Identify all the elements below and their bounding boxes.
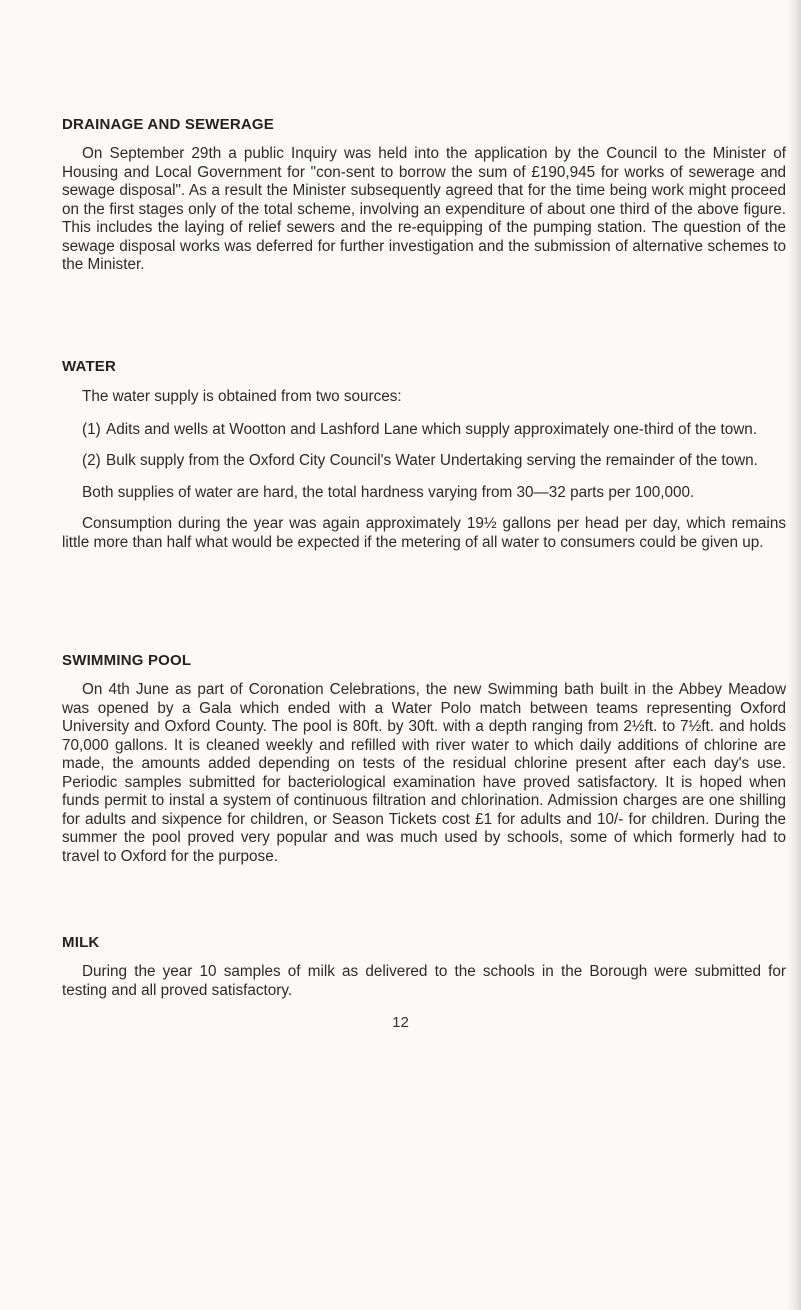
heading-swimming-pool: SWIMMING POOL — [62, 652, 192, 669]
paragraph-swimming-pool: On 4th June as part of Coronation Celebrations, the new Swimming bath built in the Abbey Meadow was opened by a Gala which ended with a Water Polo match between teams representing Oxford University and Oxford County. The pool is 80ft. by 30ft. with a depth ranging from 2½ft. to 7½ft. and holds 70,000 gallons. It is cleaned weekly and refilled with river water to which daily additions of chlorine are made, the amounts added depending on tests of the residual chlorine present after each day's use. Periodic samples submitted for bacteriological examination have proved satisfactory. It is hoped when funds permit to instal a system of continuous filtration and chlorination. Admission charges are one shilling for adults and sixpence for children, or Season Tickets cost £1 for adults and 10/- for children. During the summer the pool proved very popular and was much used by schools, some of which formerly had to travel to Oxford for the purpose. — [62, 681, 786, 865]
list-item — [82, 421, 786, 440]
page-number: 12 — [392, 1014, 409, 1031]
paragraph-milk: During the year 10 samples of milk as delivered to the schools in the Borough were submitted for testing and all proved satisfactory. — [62, 963, 786, 999]
paragraph-water-intro: The water supply is obtained from two sources: — [82, 388, 402, 405]
section-milk — [62, 934, 786, 1000]
list-item-number: (2) — [82, 452, 101, 469]
section-water — [62, 358, 786, 565]
paragraph-water-hardness: Both supplies of water are hard, the total hardness varying from 30—32 parts per 100,000. — [82, 483, 695, 501]
paragraph-drainage: On September 29th a public Inquiry was held into the application by the Council to the Minister of Housing and Local Government for "con-sent to borrow the sum of £190,945 for works of sewerage and sewage disposal". As a result the Minister subsequently agreed that for the time being work might proceed on the first stages only of the total scheme, involving an expenditure of about one third of the above figure. This includes the laying of relief sewers and the re-equipping of the pumping station. The question of the sewage disposal works was deferred for further investigation and the submission of alternative schemes to the Minister. — [62, 145, 786, 273]
section-drainage — [62, 116, 786, 275]
heading-drainage: DRAINAGE AND SEWERAGE — [62, 116, 274, 133]
heading-water: WATER — [62, 358, 117, 375]
heading-milk: MILK — [62, 934, 100, 951]
list-item — [82, 452, 786, 471]
page-edge-shadow — [787, 0, 801, 1310]
list-item-text: Bulk supply from the Oxford City Council's Water Undertaking serving the remainder of the town. — [106, 452, 758, 469]
list-item-text: Adits and wells at Wootton and Lashford Lane which supply approximately one-third of the town. — [106, 420, 758, 438]
list-item-number: (1) — [82, 420, 101, 438]
section-swimming-pool — [62, 652, 786, 866]
paragraph-water-consumption: Consumption during the year was again approximately 19½ gallons per head per day, which remains little more than half what would be expected if the metering of all water to consumers could be given up. — [62, 515, 786, 551]
